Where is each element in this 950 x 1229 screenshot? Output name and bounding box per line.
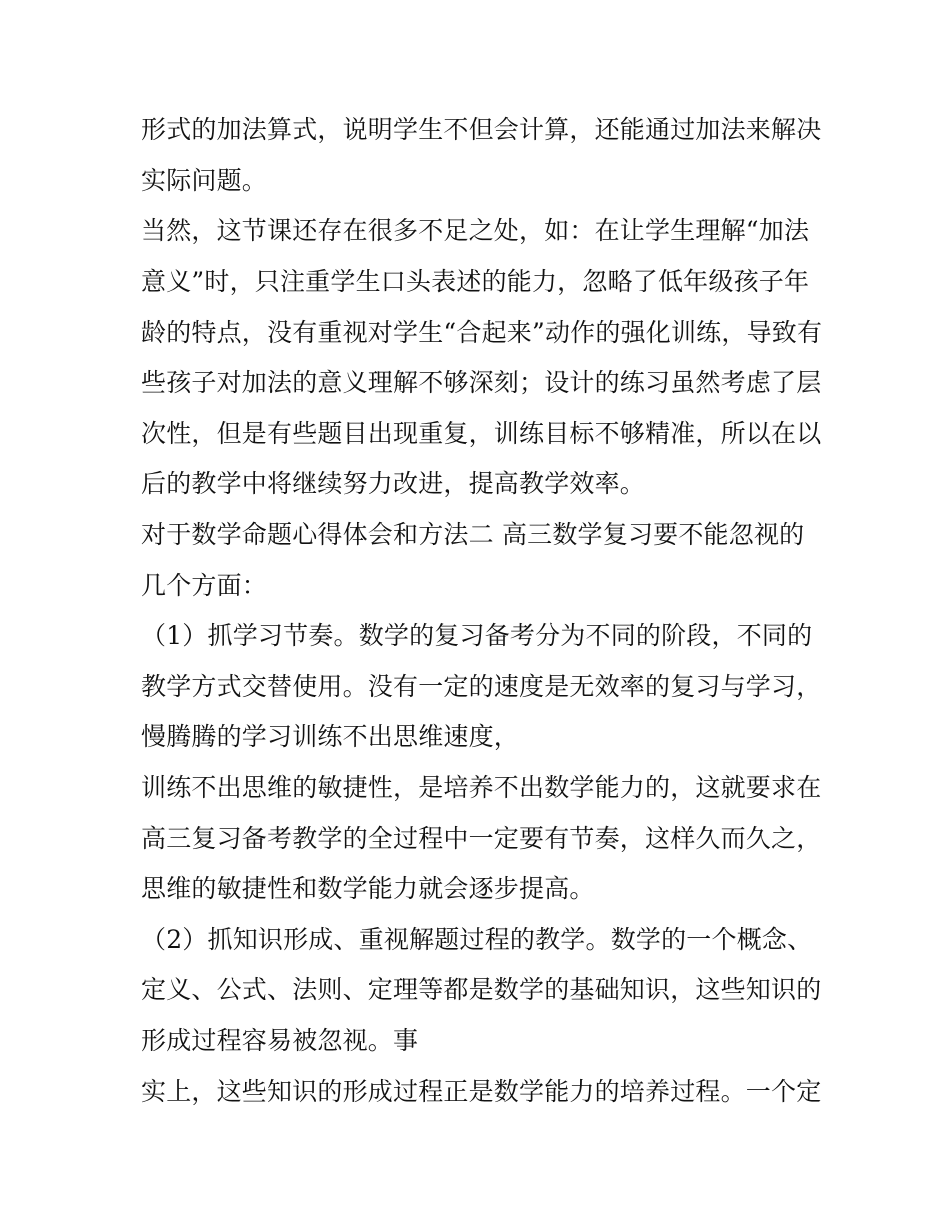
text-line: 些孩子对加法的意义理解不够深刻；设计的练习虽然考虑了层 [141,368,822,397]
text-line: 几个方面： [141,571,268,600]
text-line: 定义、公式、法则、定理等都是数学的基础知识，这些知识的 [141,975,822,1004]
text-line: （2）抓知识形成、重视解题过程的教学。数学的一个概念、 [141,925,813,954]
text-line: （1）抓学习节奏。数学的复习备考分为不同的阶段，不同的 [141,621,813,650]
text-line: 慢腾腾的学习训练不出思维速度， [141,722,520,751]
text-line: 后的教学中将继续努力改进，提高教学效率。 [141,469,646,498]
text-line: 思维的敏捷性和数学能力就会逐步提高。 [141,874,595,903]
text-line: 实际问题。 [141,166,268,195]
text-line: 意义”时，只注重学生口头表述的能力，忽略了低年级孩子年 [141,267,810,296]
text-line: 实上，这些知识的形成过程正是数学能力的培养过程。一个定 [141,1077,822,1106]
text-line: 形成过程容易被忽视。事 [141,1026,419,1055]
text-line: 高三复习备考教学的全过程中一定要有节奏，这样久而久之， [141,824,822,853]
text-line: 对于数学命题心得体会和方法二 高三数学复习要不能忽视的 [141,520,805,549]
text-line: 次性，但是有些题目出现重复，训练目标不够精准，所以在以 [141,419,822,448]
text-line: 教学方式交替使用。没有一定的速度是无效率的复习与学习， [141,672,822,701]
text-line: 当然，这节课还存在很多不足之处，如：在让学生理解“加法 [141,216,810,245]
text-line: 形式的加法算式，说明学生不但会计算，还能通过加法来解决 [141,115,822,144]
text-line: 龄的特点，没有重视对学生“合起来”动作的强化训练，导致有 [141,318,823,347]
text-line: 训练不出思维的敏捷性，是培养不出数学能力的，这就要求在 [141,773,822,802]
